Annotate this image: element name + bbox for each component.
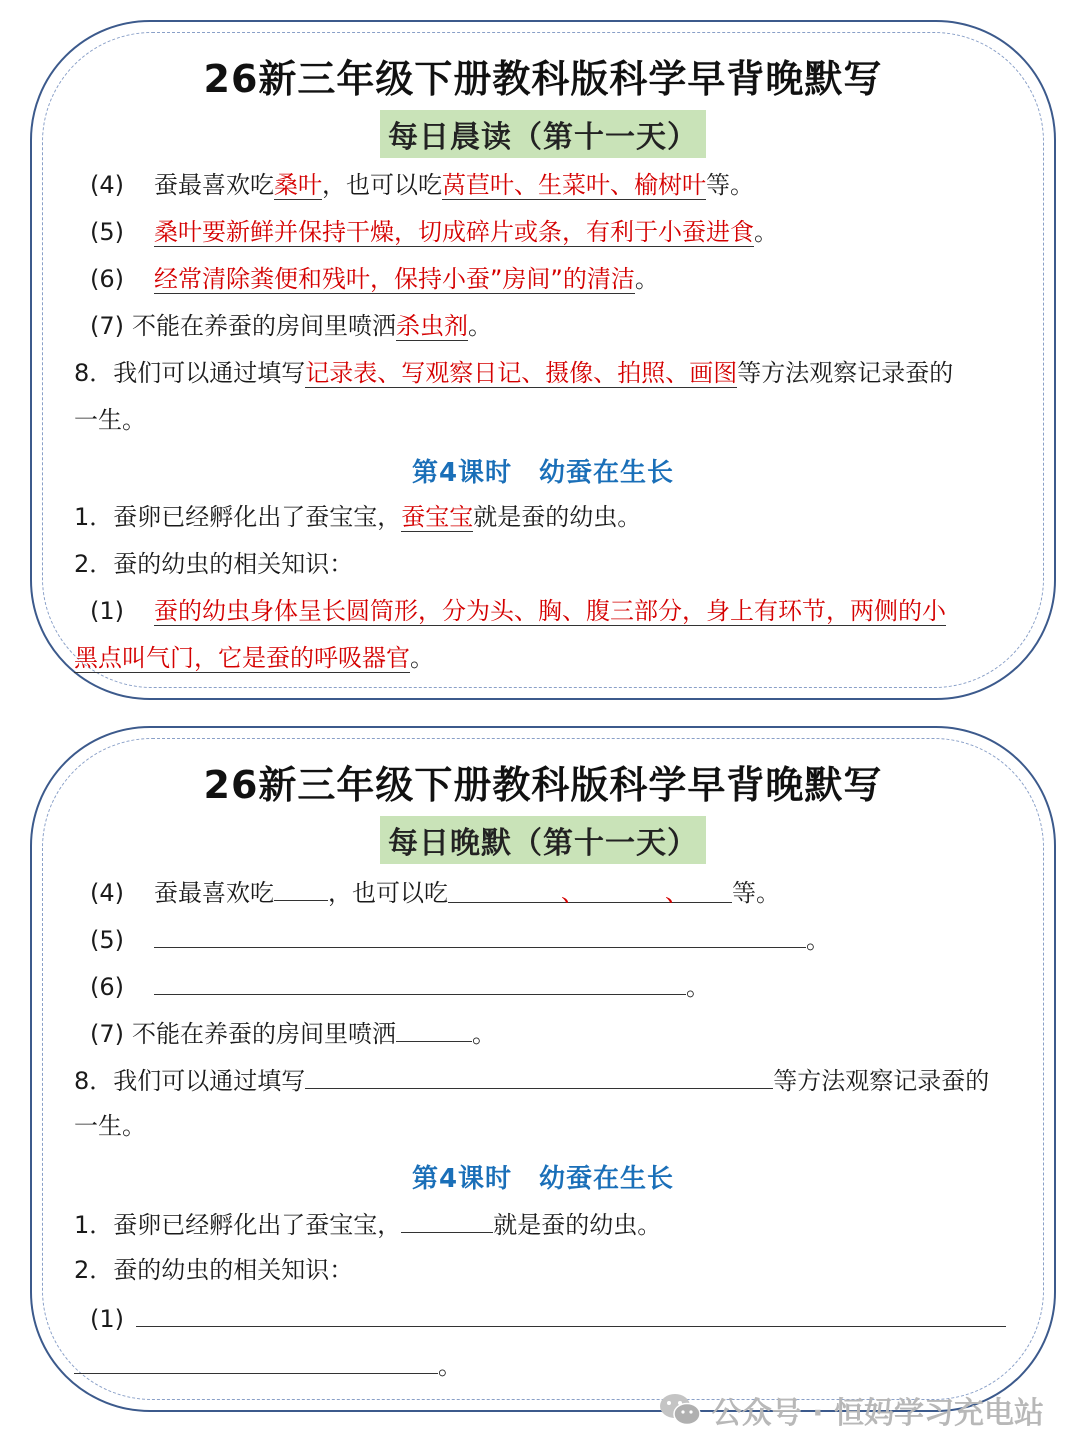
text: 等方法观察记录蚕的 (737, 359, 954, 387)
text: 不能在养蚕的房间里喷洒 (132, 312, 396, 340)
text: 。 (468, 312, 492, 340)
item-number: (4) (90, 879, 124, 907)
item-5 (90, 921, 830, 957)
evening-card (30, 726, 1056, 1412)
text: 不能在养蚕的房间里喷洒 (132, 1020, 396, 1048)
blank-input[interactable] (74, 1347, 438, 1374)
separator: 、 (665, 879, 689, 907)
text: 1．蚕卵已经孵化出了蚕宝宝， (74, 503, 402, 531)
text: 蚕最喜欢吃 (154, 171, 274, 199)
item-number: (5) (90, 218, 124, 246)
answer: 莴苣叶、生菜叶、榆树叶 (442, 171, 706, 199)
question-2-1 (90, 594, 946, 628)
separator: 、 (561, 879, 585, 907)
item-number: (6) (90, 265, 124, 293)
text: 就是蚕的幼虫。 (473, 503, 642, 531)
blank-input[interactable] (154, 921, 806, 948)
text: 。 (438, 1352, 462, 1380)
text: 就是蚕的幼虫。 (493, 1211, 662, 1239)
blank-input[interactable] (274, 874, 328, 901)
item-number: (5) (90, 926, 124, 954)
text: 。 (806, 926, 830, 954)
question-2-1-cont (74, 1347, 462, 1383)
item-number: (7) (90, 312, 124, 340)
item-5 (90, 215, 778, 249)
section-heading: 第4课时 幼蚕在生长 (411, 1164, 675, 1194)
item-6 (90, 262, 659, 296)
item-number: (1) (90, 597, 124, 625)
item-8 (74, 1062, 989, 1098)
text: 蚕最喜欢吃 (154, 879, 274, 907)
text: 。 (472, 1020, 496, 1048)
item-7 (90, 309, 492, 343)
item-7 (90, 1015, 496, 1051)
answer: 记录表、写观察日记、摄像、拍照、画图 (305, 359, 738, 387)
answer: 黑点叫气门，它是蚕的呼吸器官 (74, 644, 410, 672)
item-8 (74, 356, 953, 390)
question-2: 2．蚕的幼虫的相关知识： (74, 1256, 354, 1284)
page-title: 26新三年级下册教科版科学早背晚默写 (203, 763, 883, 807)
question-2-1-cont (74, 641, 434, 675)
blank-input[interactable] (396, 1015, 472, 1042)
watermark (658, 1388, 1044, 1432)
item-number: (7) (90, 1020, 124, 1048)
answer: 经常清除粪便和残叶，保持小蚕”房间”的清洁 (154, 265, 635, 293)
blank-input[interactable] (401, 1206, 493, 1233)
item-8-cont: 一生。 (74, 1112, 146, 1140)
question-1 (74, 1206, 661, 1242)
text: ，也可以吃 (328, 879, 448, 907)
section-heading: 第4课时 幼蚕在生长 (411, 458, 675, 488)
item-number: (4) (90, 171, 124, 199)
text: 等方法观察记录蚕的 (773, 1067, 990, 1095)
item-number: (6) (90, 973, 124, 1001)
text: 。 (754, 218, 778, 246)
text: 。 (686, 973, 710, 1001)
answer: 蚕宝宝 (401, 503, 474, 531)
answer: 杀虫剂 (396, 312, 468, 340)
item-6 (90, 968, 710, 1004)
text: 8．我们可以通过填写 (74, 359, 306, 387)
page-title: 26新三年级下册教科版科学早背晚默写 (203, 57, 883, 101)
blank-input[interactable] (305, 1062, 773, 1089)
item-number: (1) (90, 1305, 124, 1333)
answer: 蚕的幼虫身体呈长圆筒形，分为头、胸、腹三部分，身上有环节，两侧的小 (154, 597, 946, 625)
question-2: 2．蚕的幼虫的相关知识： (74, 550, 354, 578)
text: 。 (634, 265, 659, 293)
text: 。 (410, 644, 434, 672)
morning-badge: 每日晨读（第十一天） (380, 110, 706, 158)
blank-input[interactable] (448, 876, 732, 907)
item-4 (90, 168, 754, 202)
text: ，也可以吃 (322, 171, 442, 199)
wechat-icon (658, 1392, 702, 1428)
item-4 (90, 874, 780, 910)
answer: 桑叶要新鲜并保持干燥，切成碎片或条，有利于小蚕进食 (154, 218, 754, 246)
blank-input[interactable] (136, 1300, 1006, 1327)
text: 等。 (732, 879, 780, 907)
watermark-text: 公众号 · 恒妈学习充电站 (711, 1396, 1044, 1431)
answer: 桑叶 (274, 171, 322, 199)
item-8-cont: 一生。 (74, 406, 146, 434)
text: 8．我们可以通过填写 (74, 1067, 306, 1095)
question-1 (74, 500, 641, 534)
text: 等。 (706, 171, 754, 199)
text: 1．蚕卵已经孵化出了蚕宝宝， (74, 1211, 402, 1239)
blank-input[interactable] (154, 968, 686, 995)
morning-card (30, 20, 1056, 700)
question-2-1 (90, 1300, 1006, 1336)
evening-badge: 每日晚默（第十一天） (380, 816, 706, 864)
